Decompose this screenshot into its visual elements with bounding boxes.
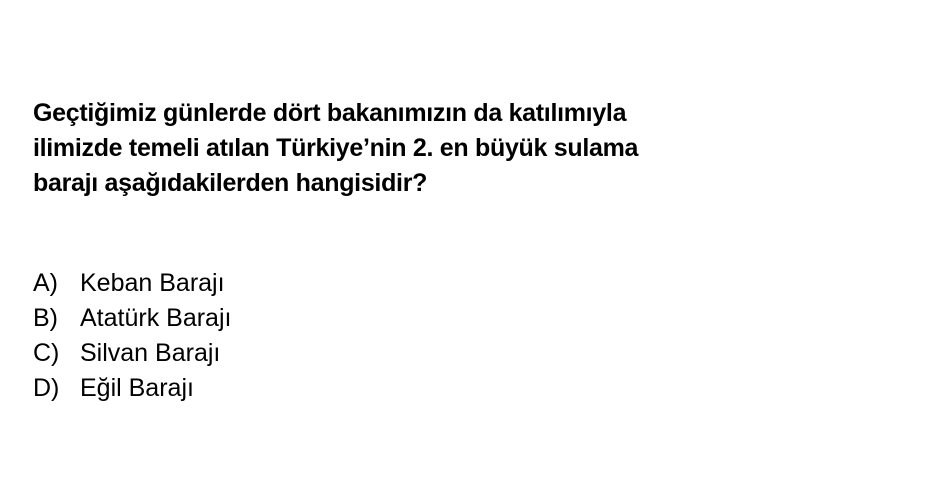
option-a[interactable]	[33, 266, 231, 301]
option-text: Keban Barajı	[80, 269, 225, 297]
option-letter: A)	[33, 269, 58, 297]
option-letter: D)	[33, 374, 60, 402]
option-letter: B)	[33, 304, 58, 332]
option-text: Atatürk Barajı	[80, 304, 232, 332]
answer-options	[33, 266, 231, 406]
option-text: Eğil Barajı	[80, 374, 194, 402]
option-letter: C)	[33, 339, 60, 367]
option-d[interactable]	[33, 371, 231, 406]
question-text	[33, 96, 853, 201]
option-c[interactable]	[33, 336, 231, 371]
option-b[interactable]	[33, 301, 231, 336]
option-text: Silvan Barajı	[80, 339, 221, 367]
question-line: Geçtiğimiz günlerde dört bakanımızın da katılımıyla	[33, 99, 627, 127]
question-line: barajı aşağıdakilerden hangisidir?	[33, 169, 428, 197]
question-line: ilimizde temeli atılan Türkiye’nin 2. en büyük sulama	[33, 134, 639, 162]
